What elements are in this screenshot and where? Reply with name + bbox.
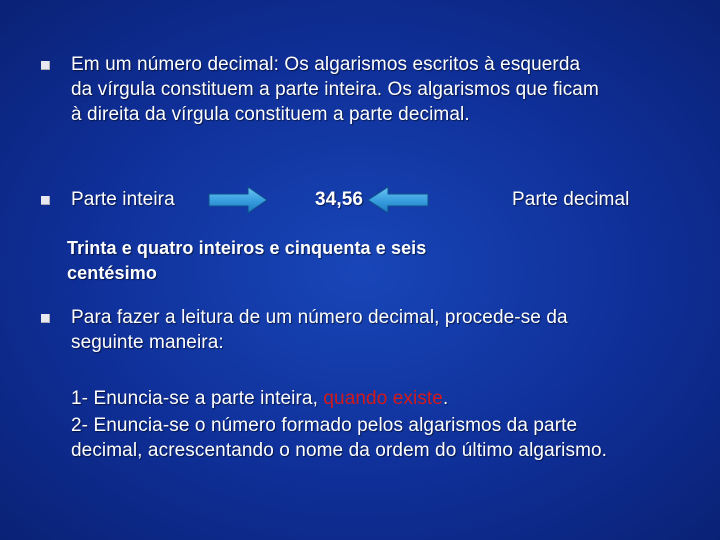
step-1-prefix: 1- Enuncia-se a parte inteira, <box>71 388 318 409</box>
step-2-line-2: decimal, acrescentando o nome da ordem do último algarismo. <box>71 440 608 461</box>
right-arrow-icon <box>208 186 268 214</box>
step-1-highlight: quando existe <box>323 388 443 409</box>
bullet-marker-2 <box>41 196 50 205</box>
instruction-line-2: seguinte maneira: <box>71 332 224 353</box>
decimal-part-label: Parte decimal <box>512 189 630 210</box>
bullet-marker-3 <box>41 314 50 323</box>
left-arrow-icon <box>367 186 429 214</box>
integer-part-label: Parte inteira <box>71 189 175 210</box>
example-number: 34,56 <box>315 189 364 210</box>
definition-line-1: Em um número decimal: Os algarismos escritos à esquerda <box>71 54 581 75</box>
reading-line-1: Trinta e quatro inteiros e cinquenta e seis <box>67 238 427 258</box>
definition-line-2: da vírgula constituem a parte inteira. Os algarismos que ficam <box>71 79 599 100</box>
definition-line-3: à direita da vírgula constituem a parte decimal. <box>71 104 470 125</box>
bullet-marker-1 <box>41 61 50 70</box>
instruction-line-1: Para fazer a leitura de um número decimal, procede-se da <box>71 307 568 328</box>
step-1-suffix: . <box>442 388 449 409</box>
reading-line-2: centésimo <box>67 263 157 283</box>
step-1 <box>71 387 448 410</box>
step-2-line-1: 2- Enuncia-se o número formado pelos algarismos da parte <box>71 415 578 436</box>
